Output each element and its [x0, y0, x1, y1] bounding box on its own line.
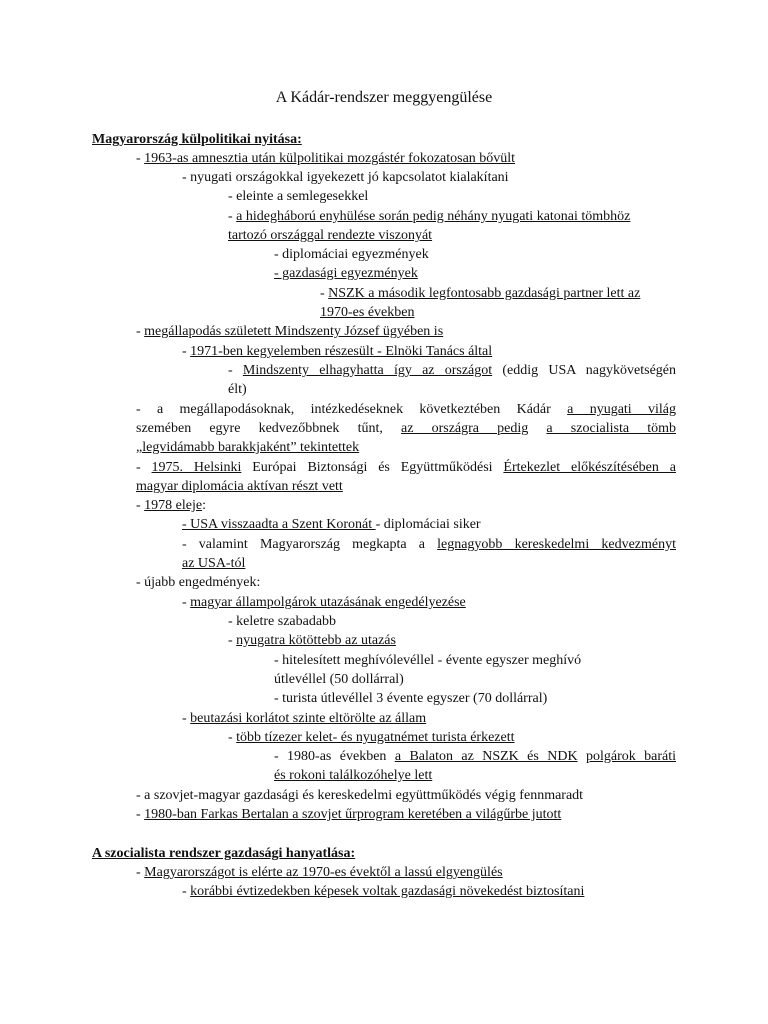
list-item-continuation: és rokoni találkozóhelye lett: [274, 768, 433, 783]
list-item: - beutazási korlátot szinte eltörölte az állam: [182, 711, 427, 726]
paragraph-line: - a megállapodásoknak, intézkedéseknek következtében Kádár a nyugati világ: [136, 402, 677, 417]
list-item: - hitelesített meghívólevéllel - évente egyszer meghívó: [274, 653, 582, 668]
list-item: - Mindszenty elhagyhatta így az országot (eddig USA nagykövetségén: [228, 363, 676, 378]
document-title: A Kádár-rendszer meggyengülése: [275, 89, 493, 106]
list-item: - eleinte a semlegesekkel: [228, 189, 369, 204]
list-item-continuation: tartozó országgal rendezte viszonyát: [228, 228, 433, 243]
list-item: - Magyarországot is elérte az 1970-es évektől a lassú elgyengülés: [136, 865, 503, 880]
list-item: - több tízezer kelet- és nyugatnémet turista érkezett: [228, 730, 515, 745]
list-item: - 1980-ban Farkas Bertalan a szovjet űrprogram keretében a világűrbe jutott: [136, 807, 562, 822]
list-item: - keletre szabadabb: [228, 614, 337, 629]
section-heading: A szocialista rendszer gazdasági hanyatlása:: [92, 846, 356, 861]
list-item-continuation: útlevéllel (50 dollárral): [274, 672, 404, 687]
list-item: - valamint Magyarország megkapta a legnagyobb kereskedelmi kedvezményt: [182, 537, 676, 552]
paragraph-line: magyar diplomácia aktívan részt vett: [136, 479, 343, 494]
paragraph-line: - 1975. Helsinki Európai Biztonsági és Együttműködési Értekezlet előkészítésében a: [136, 460, 676, 475]
list-item: - NSZK a második legfontosabb gazdasági partner lett az: [320, 286, 641, 301]
list-item: - 1971-ben kegyelemben részesült - Elnöki Tanács által: [182, 344, 493, 359]
paragraph-line: „legvidámabb barakkjaként” tekintettek: [136, 440, 360, 455]
list-item: - diplomáciai egyezmények: [274, 247, 429, 262]
paragraph-line: szemében egyre kedvezőbbnek tűnt, az országra pedig a szocialista tömb: [136, 421, 677, 436]
list-item: - 1980-as években a Balaton az NSZK és NDK polgárok baráti: [274, 749, 677, 764]
list-item: - 1978 eleje:: [136, 498, 206, 513]
list-item-continuation: élt): [228, 382, 247, 397]
list-item: - magyar állampolgárok utazásának engedélyezése: [182, 595, 466, 610]
list-item: - újabb engedmények:: [136, 575, 261, 590]
list-item: - USA visszaadta a Szent Koronát - diplomáciai siker: [182, 517, 481, 532]
list-item: - 1963-as amnesztia után külpolitikai mozgástér fokozatosan bővült: [136, 151, 516, 166]
list-item: - korábbi évtizedekben képesek voltak gazdasági növekedést biztosítani: [182, 884, 585, 899]
list-item: - a szovjet-magyar gazdasági és kereskedelmi együttműködés végig fennmaradt: [136, 788, 584, 803]
list-item: - turista útlevéllel 3 évente egyszer (70 dollárral): [274, 691, 548, 706]
section-heading: Magyarország külpolitikai nyitása:: [92, 132, 302, 147]
list-item: - megállapodás született Mindszenty József ügyében is: [136, 324, 444, 339]
list-item: - gazdasági egyezmények: [274, 266, 418, 281]
list-item-continuation: 1970-es években: [320, 305, 415, 320]
list-item: - nyugati országokkal igyekezett jó kapcsolatot kialakítani: [182, 170, 509, 185]
list-item-continuation: az USA-tól: [182, 556, 246, 571]
list-item: - nyugatra kötöttebb az utazás: [228, 633, 396, 648]
list-item: - a hidegháború enyhülése során pedig néhány nyugati katonai tömbhöz: [228, 209, 631, 224]
